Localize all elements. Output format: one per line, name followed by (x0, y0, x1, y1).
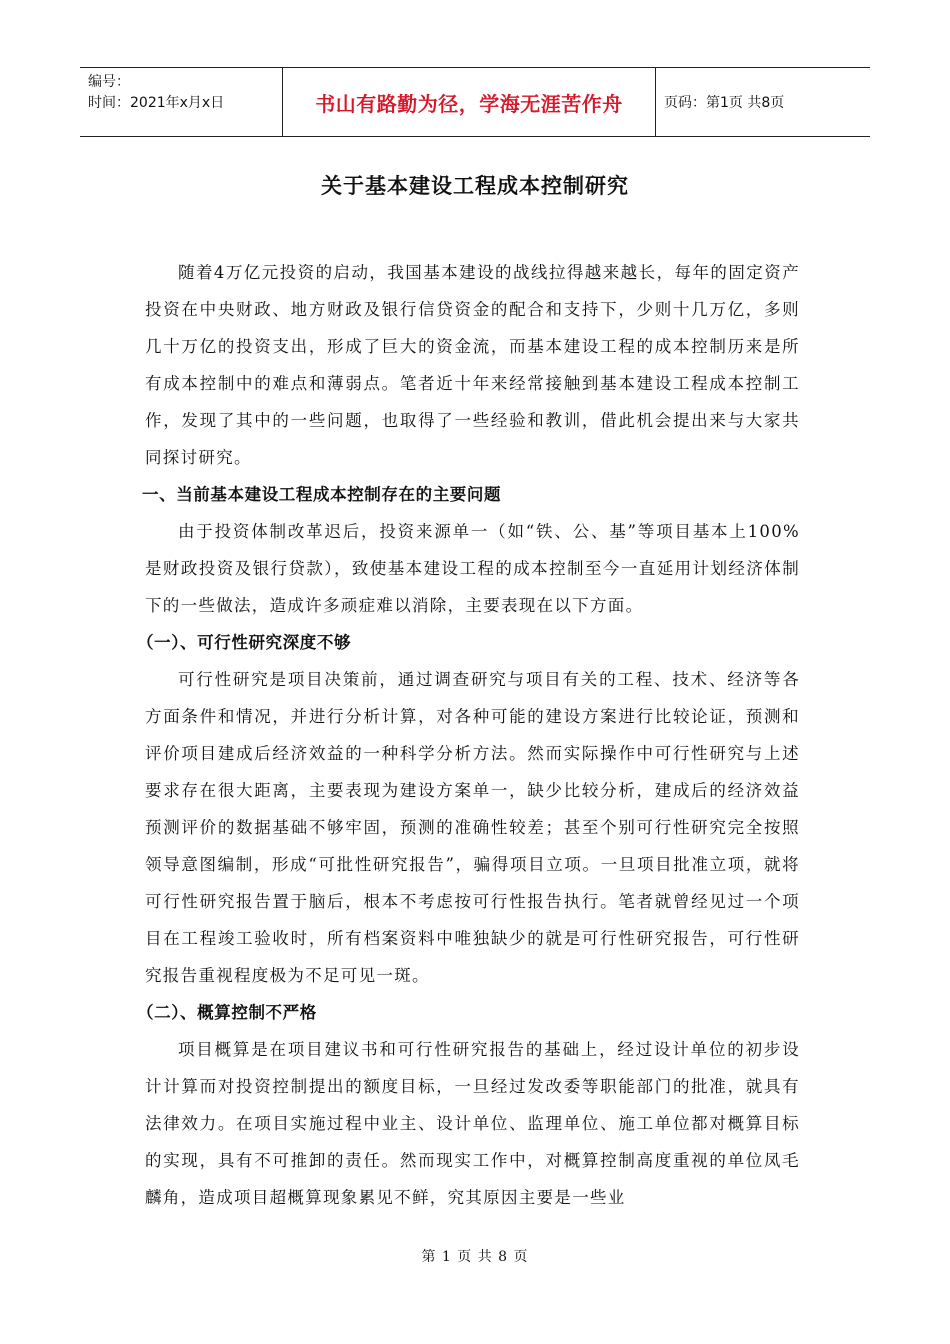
section-1-paragraph: 由于投资体制改革迟后，投资来源单一（如“铁、公、基”等项目基本上100%是财政投资及银行贷款），致使基本建设工程的成本控制至今一直延用计划经济体制下的一些做法，造成许多顽症难以消除，主要表现在以下方面。 (145, 522, 800, 615)
document-number-label: 编号： (88, 74, 130, 90)
page-footer: 第 1 页 共 8 页 (421, 1249, 529, 1265)
subsection-2-paragraph: 项目概算是在项目建议书和可行性研究报告的基础上，经过设计单位的初步设计计算而对投资控制提出的额度目标，一旦经过发改委等职能部门的批准，就具有法律效力。在项目实施过程中业主、设计单位、监理单位、施工单位都对概算目标的实现，具有不可推卸的责任。然而现实工作中，对概算控制高度重视的单位凤毛麟角，造成项目超概算现象累见不鲜，究其原因主要是一些业 (145, 1040, 800, 1207)
subsection-1-paragraph: 可行性研究是项目决策前，通过调查研究与项目有关的工程、技术、经济等各方面条件和情况，并进行分析计算，对各种可能的建设方案进行比较论证，预测和评价项目建成后经济效益的一种科学分析方法。然而实际操作中可行性研究与上述要求存在很大距离，主要表现为建设方案单一，缺少比较分析，建成后的经济效益预测评价的数据基础不够牢固，预测的准确性较差；甚至个别可行性研究完全按照领导意图编制，形成“可批性研究报告”，骗得项目立项。一旦项目批准立项，就将可行性研究报告置于脑后，根本不考虑按可行性报告执行。笔者就曾经见过一个项目在工程竣工验收时，所有档案资料中唯独缺少的就是可行性研究报告，可行性研究报告重视程度极为不足可见一斑。 (145, 670, 800, 985)
subsection-heading-1: （一）、可行性研究深度不够 (137, 633, 352, 652)
header-table (80, 67, 870, 137)
header-motto: 书山有路勤为径，学海无涯苦作舟 (282, 68, 656, 136)
section-heading-1: 一、当前基本建设工程成本控制存在的主要问题 (142, 485, 502, 504)
header-page-info: 页码：第1页 共8页 (664, 95, 785, 111)
header-meta-cell (80, 68, 282, 136)
subsection-heading-2: （二）、概算控制不严格 (137, 1003, 317, 1022)
intro-paragraph: 随着4万亿元投资的启动，我国基本建设的战线拉得越来越长，每年的固定资产投资在中央财政、地方财政及银行信贷资金的配合和支持下，少则十几万亿，多则几十万亿的投资支出，形成了巨大的资金流，而基本建设工程的成本控制历来是所有成本控制中的难点和薄弱点。笔者近十年来经常接触到基本建设工程成本控制工作，发现了其中的一些问题，也取得了一些经验和教训，借此机会提出来与大家共同探讨研究。 (145, 263, 800, 467)
document-body (137, 254, 800, 1216)
document-time-label: 时间：2021年x月x日 (88, 95, 225, 111)
document-title: 关于基本建设工程成本控制研究 (321, 174, 629, 198)
